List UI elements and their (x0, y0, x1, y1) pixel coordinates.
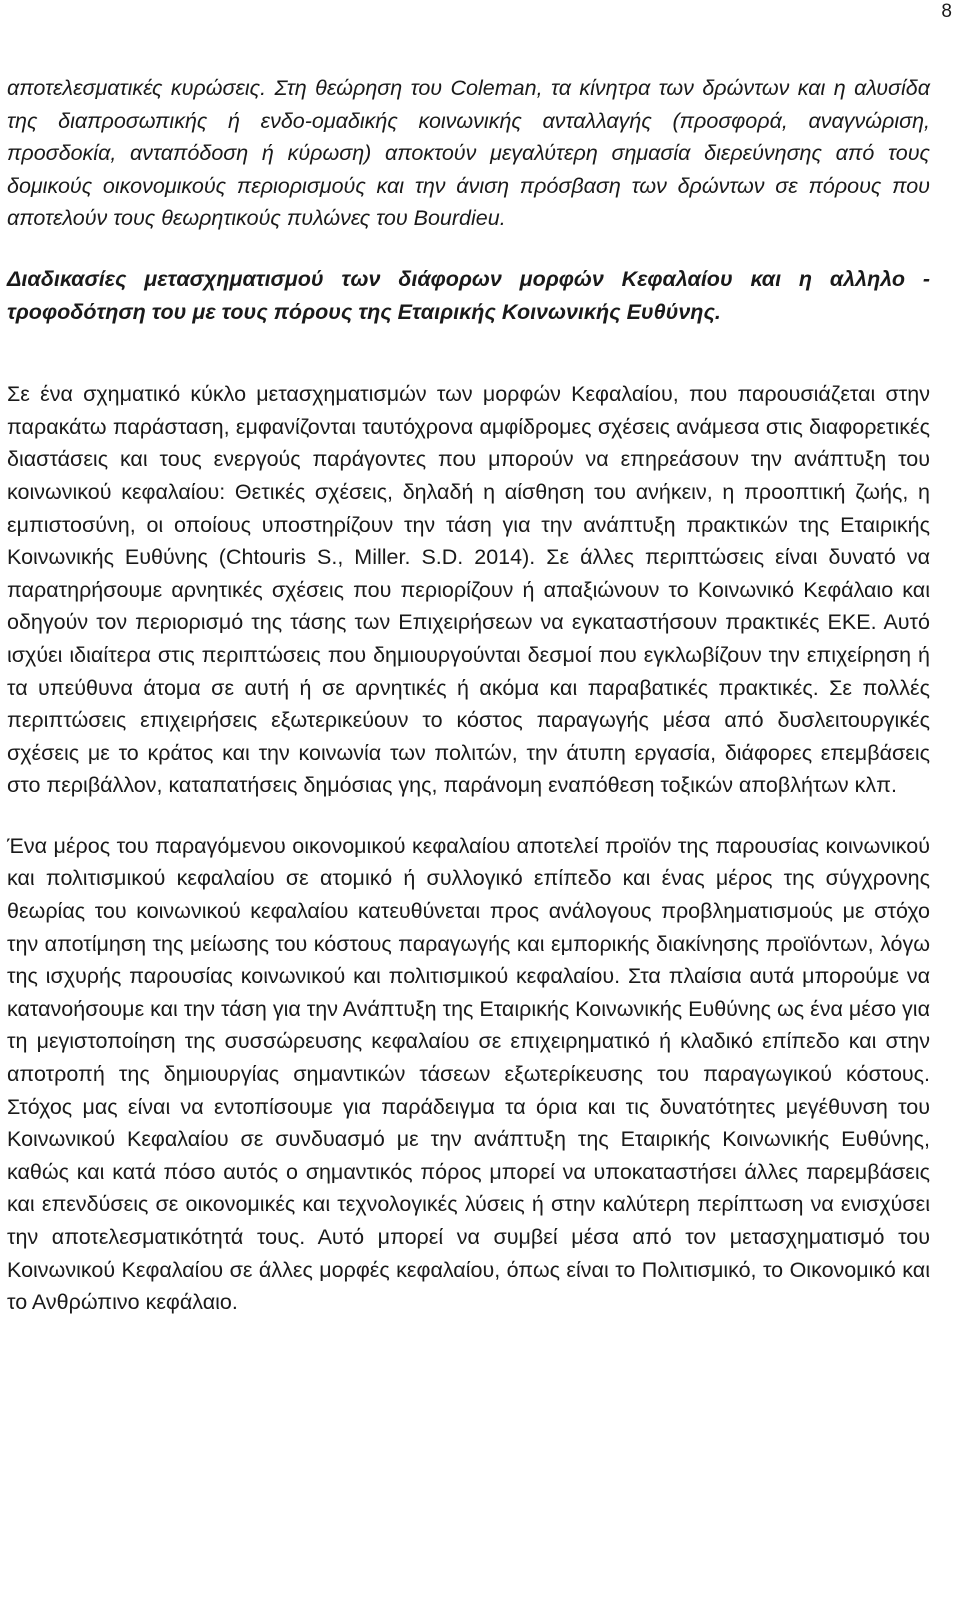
intro-paragraph: αποτελεσματικές κυρώσεις. Στη θεώρηση του Coleman, τα κίνητρα των δρώντων και η αλυσίδα της διαπροσωπικής ή ενδο-ομαδικής κοινωνικής ανταλλαγής (προσφορά, αναγνώριση, προσδοκία, ανταπόδοση ή κύρωση) αποκτούν μεγαλύτερη σημασία διερεύνησης από τους δομικούς οικονομικούς περιορισμούς και την άνιση πρόσβαση των δρώντων σε πόρους που αποτελούν τους θεωρητικούς πυλώνες του Bourdieu. (7, 76, 930, 231)
body-paragraph-2: Ένα μέρος του παραγόμενου οικονομικού κεφαλαίου αποτελεί προϊόν της παρουσίας κοινωνικού και πολιτισμικού κεφαλαίου σε ατομικό ή συλλογικό επίπεδο και ένας μέρος της σύγχρονης θεωρίας του κοινωνικού κεφαλαίου κατευθύνεται προς ανάλογους προβληματισμούς με στόχο την αποτίμηση της μείωσης του κόστους παραγωγής και εμπορικής διακίνησης προϊόντων, λόγω της ισχυρής παρουσίας κοινωνικού και πολιτισμικού κεφαλαίου. Στα πλαίσια αυτά μπορούμε να κατανοήσουμε και την τάση για την Ανάπτυξη της Εταιρικής Κοινωνικής Ευθύνης ως ένα μέσο για τη μεγιστοποίηση της συσσώρευσης κεφαλαίου σε επιχειρηματικό ή κλαδικό επίπεδο και στην αποτροπή της δημιουργίας σημαντικών τάσεων εξωτερίκευσης του παραγωγικού κόστους. Στόχος μας είναι να εντοπίσουμε για παράδειγμα τα όρια και τις δυνατότητες μεγέθυνση του Κοινωνικού Κεφαλαίου σε συνδυασμό με την ανάπτυξη της Εταιρικής Κοινωνικής Ευθύνης, καθώς και κατά πόσο αυτός ο σημαντικός πόρος μπορεί να υποκαταστήσει άλλες παρεμβάσεις και επενδύσεις σε οικονομικές και τεχνολογικές λύσεις ή στην καλύτερη περίπτωση να ενισχύσει την αποτελεσματικότητά τους. Αυτό μπορεί να συμβεί μέσα από τον μετασχηματισμό του Κοινωνικού Κεφαλαίου σε άλλες μορφές κεφαλαίου, όπως είναι το Πολιτισμικό, το Οικονομικό και το Ανθρώπινο κεφάλαιο. (7, 833, 930, 1315)
body-paragraph-1: Σε ένα σχηματικό κύκλο μετασχηματισμών των μορφών Κεφαλαίου, που παρουσιάζεται στην παρακάτω παράσταση, εμφανίζονται ταυτόχρονα αμφίδρομες σχέσεις ανάμεσα στις διαφορετικές διαστάσεις και τους ενεργούς παράγοντες που μπορούν να επηρεάσουν την ανάπτυξη του κοινωνικού κεφαλαίου: Θετικές σχέσεις, δηλαδή η αίσθηση του ανήκειν, η προοπτική ζωής, η εμπιστοσύνη, οι οποίους υποστηρίζουν την τάση για την ανάπτυξη πρακτικών της Εταιρικής Κοινωνικής Ευθύνης (Chtouris S., Miller. S.D. 2014). Σε άλλες περιπτώσεις είναι δυνατό να παρατηρήσουμε αρνητικές σχέσεις που περιορίζουν ή απαξιώνουν το Κοινωνικό Κεφάλαιο και οδηγούν τον περιορισμό της τάσης των Επιχειρήσεων να εγκαταστήσουν πρακτικές ΕΚΕ. Αυτό ισχύει ιδιαίτερα στις περιπτώσεις που δημιουργούνται δεσμοί που εγκλωβίζουν την επιχείρηση ή τα υπεύθυνα άτομα σε αυτή ή σε αρνητικές ή ακόμα και παραβατικές πρακτικές. Σε πολλές περιπτώσεις επιχειρήσεις εξωτερικεύουν το κόστος παραγωγής μέσα από δυσλειτουργικές σχέσεις με το κράτος και την κοινωνία των πολιτών, την άτυπη εργασία, διάφορες επεμβάσεις στο περιβάλλον, καταπατήσεις δημόσιας γης, παράνομη εναπόθεση τοξικών αποβλήτων κλπ. (7, 382, 930, 798)
page-number: 8 (941, 1, 952, 22)
section-heading: Διαδικασίες μετασχηματισμού των διάφορων μορφών Κεφαλαίου και η αλληλο - τροφοδότηση του με τους πόρους της Εταιρικής Κοινωνικής Ευθύνης. (7, 266, 930, 324)
